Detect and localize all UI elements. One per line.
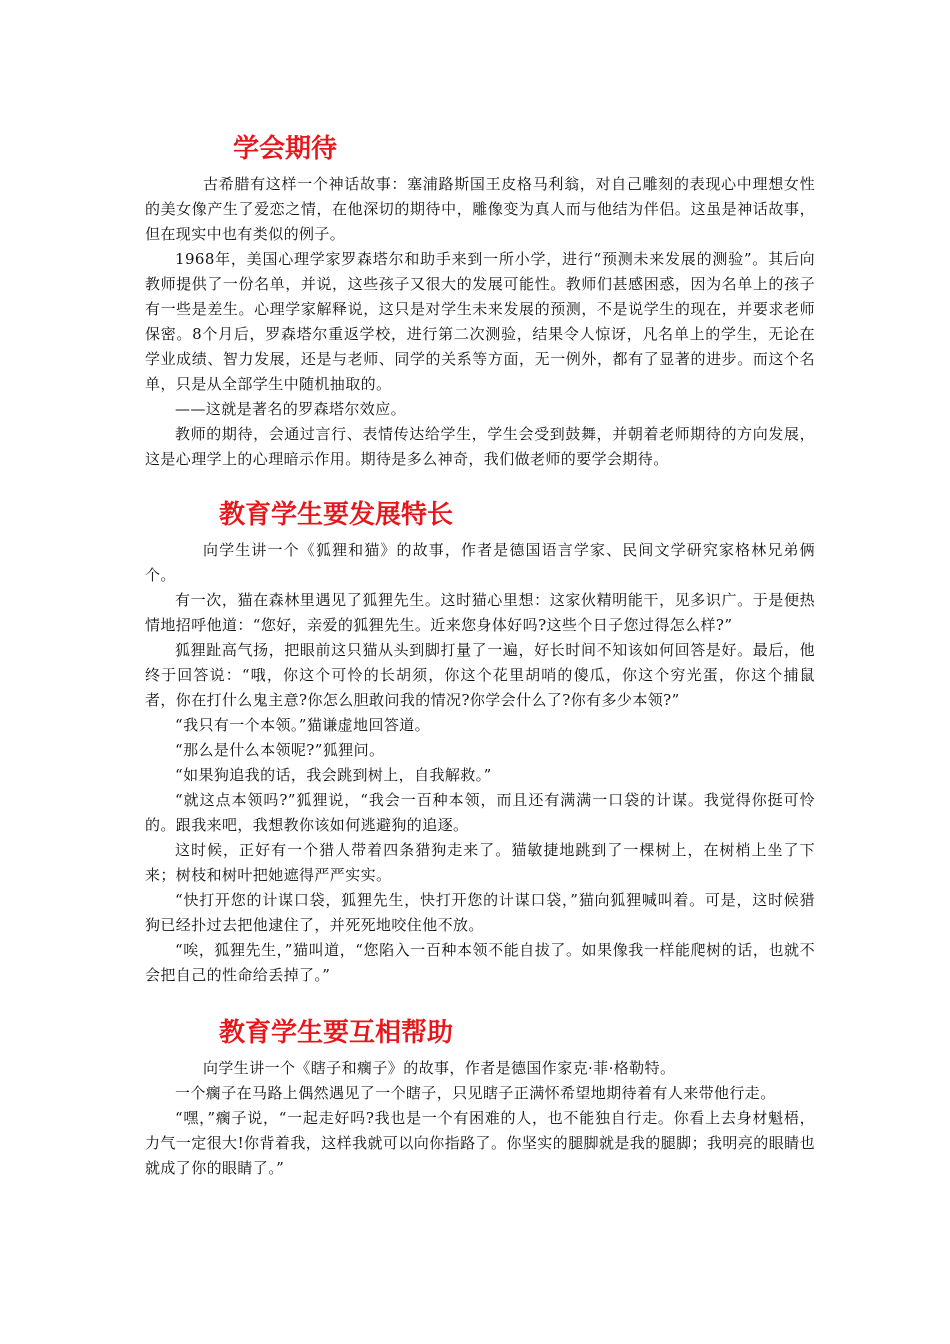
- section-learn-to-expect: [145, 126, 815, 472]
- paragraph: “我只有一个本领。”猫谦虚地回答道。: [175, 716, 431, 734]
- paragraph: “嘿，”瘸子说，“一起走好吗?我也是一个有困难的人，也不能独自行走。你看上去身材魁梧，力气一定很大!你背着我，这样我就可以向你指路了。你坚实的腿脚就是我的腿脚；我明亮的眼睛也就成了你的眼睛了。”: [145, 1109, 815, 1177]
- paragraph: 1968年，美国心理学家罗森塔尔和助手来到一所小学，进行“预测未来发展的测验”。其后向教师提供了一份名单，并说，这些孩子又很大的发展可能性。教师们甚感困惑，因为名单上的孩子有一些是差生。心理学家解释说，这只是对学生未来发展的预测，不是说学生的现在，并要求老师保密。8个月后，罗森塔尔重返学校，进行第二次测验，结果令人惊讶，凡名单上的学生，无论在学业成绩、智力发展，还是与老师、同学的关系等方面，无一例外，都有了显著的进步。而这个名单，只是从全部学生中随机抽取的。: [145, 250, 815, 393]
- paragraph: “就这点本领吗?”狐狸说，“我会一百种本领，而且还有满满一口袋的计谋。我觉得你挺可怜的。跟我来吧，我想教你该如何逃避狗的追逐。: [145, 791, 815, 834]
- paragraph: 这时候，正好有一个猎人带着四条猎狗走来了。猫敏捷地跳到了一棵树上，在树梢上坐了下来；树枝和树叶把她遮得严严实实。: [145, 841, 815, 884]
- section-title: 教育学生要互相帮助: [219, 1018, 454, 1048]
- section-develop-strengths: [145, 492, 815, 988]
- paragraph: 有一次，猫在森林里遇见了狐狸先生。这时猫心里想：这家伙精明能干，见多识广。于是便热情地招呼他道：“您好，亲爱的狐狸先生。近来您身体好吗?这些个日子您过得怎么样?”: [145, 591, 815, 634]
- paragraph: 古希腊有这样一个神话故事：塞浦路斯国王皮格马利翁，对自己雕刻的表现心中理想女性的美女像产生了爱恋之情，在他深切的期待中，雕像变为真人而与他结为伴侣。这虽是神话故事，但在现实中也有类似的例子。: [145, 175, 815, 243]
- paragraph: 教师的期待，会通过言行、表情传达给学生，学生会受到鼓舞，并朝着老师期待的方向发展，这是心理学上的心理暗示作用。期待是多么神奇，我们做老师的要学会期待。: [145, 425, 815, 468]
- section-title: 教育学生要发展特长: [219, 500, 454, 530]
- document-page: [145, 126, 815, 1181]
- paragraph: “唉，狐狸先生，”猫叫道，“您陷入一百种本领不能自拔了。如果像我一样能爬树的话，也就不会把自己的性命给丢掉了。”: [145, 941, 815, 984]
- section-title: 学会期待: [233, 134, 338, 164]
- paragraph: 向学生讲一个《狐狸和猫》的故事，作者是德国语言学家、民间文学研究家格林兄弟俩个。: [145, 541, 815, 584]
- paragraph: ——这就是著名的罗森塔尔效应。: [175, 400, 407, 418]
- paragraph: “那么是什么本领呢?”狐狸问。: [175, 741, 385, 759]
- paragraph: 狐狸趾高气扬，把眼前这只猫从头到脚打量了一遍，好长时间不知该如何回答是好。最后，他终于回答说：“哦，你这个可怜的长胡须，你这个花里胡哨的傻瓜，你这个穷光蛋，你这个捕鼠者，你在打什么鬼主意?你怎么胆敢问我的情况?你学会什么了?你有多少本领?”: [145, 641, 815, 709]
- section-help-each-other: [145, 1010, 815, 1181]
- paragraph: 向学生讲一个《瞎子和瘸子》的故事，作者是德国作家克·菲·格勒特。: [203, 1059, 676, 1077]
- paragraph: 一个瘸子在马路上偶然遇见了一个瞎子，只见瞎子正满怀希望地期待着有人来带他行走。: [175, 1084, 776, 1102]
- paragraph: “快打开您的计谋口袋，狐狸先生，快打开您的计谋口袋，”猫向狐狸喊叫着。可是，这时候猎狗已经扑过去把他逮住了，并死死地咬住他不放。: [145, 891, 815, 934]
- paragraph: “如果狗追我的话，我会跳到树上，自我解救。”: [175, 766, 492, 784]
